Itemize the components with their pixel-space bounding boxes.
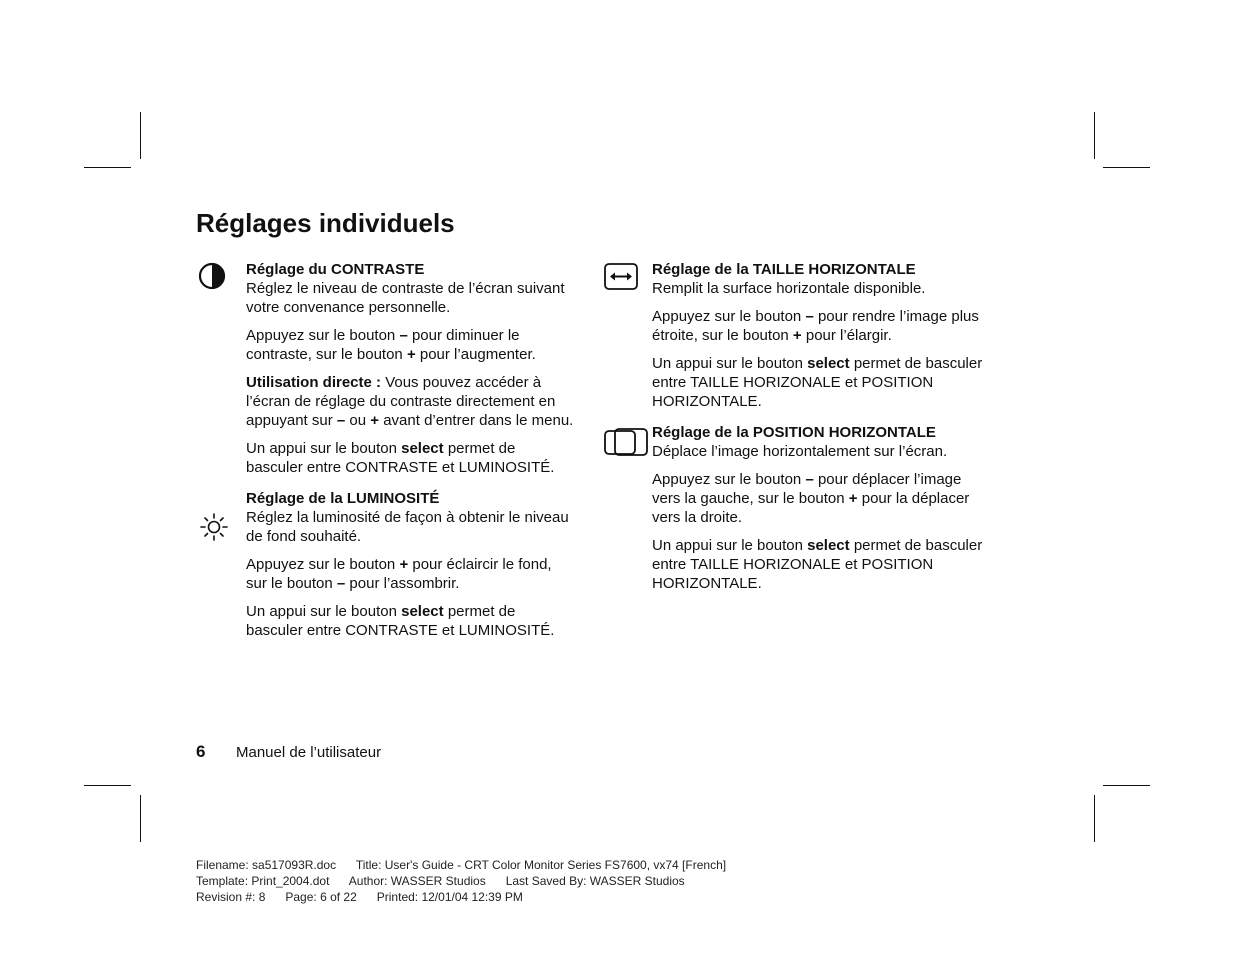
text: Un appui sur le bouton xyxy=(652,537,808,554)
text: permet de basculer entre TAILLE HORIZONALE et POSITION HORIZONTALE. xyxy=(652,355,983,410)
horizontal-position-select-text xyxy=(652,536,988,593)
text: pour déplacer l’image vers la gauche, sur le bouton xyxy=(652,471,962,507)
text: pour l’élargir. xyxy=(801,327,892,344)
text: Réglez le niveau de contraste de l’écran suivant votre convenance personnelle. xyxy=(246,280,565,316)
crop-mark xyxy=(1094,795,1095,842)
horizontal-position-description xyxy=(652,442,988,461)
horizontal-position-icon xyxy=(603,428,649,458)
brightness-section xyxy=(246,489,576,640)
plus-symbol: + xyxy=(399,556,409,573)
horizontal-size-section xyxy=(652,260,988,411)
contrast-icon xyxy=(197,261,227,291)
plus-symbol: + xyxy=(848,490,858,507)
text: avant d’entrer dans le menu. xyxy=(379,412,574,429)
brightness-select-text xyxy=(246,602,576,640)
crop-mark xyxy=(84,167,131,168)
brightness-icon xyxy=(198,511,230,543)
text: pour diminuer le contraste, sur le bouton xyxy=(246,327,520,363)
text: Un appui sur le bouton xyxy=(652,355,808,372)
contrast-direct-use xyxy=(246,373,576,430)
contrast-description xyxy=(246,279,576,317)
crop-mark xyxy=(1103,785,1150,786)
crop-mark xyxy=(84,785,131,786)
horizontal-position-buttons-text xyxy=(652,470,988,527)
page-number: 6 xyxy=(196,742,206,761)
crop-mark xyxy=(140,795,141,842)
select-keyword: select xyxy=(807,355,850,372)
text: permet de basculer entre CONTRASTE et LUMINOSITÉ. xyxy=(246,603,555,639)
crop-mark xyxy=(140,112,141,159)
select-keyword: select xyxy=(401,603,444,620)
text: Appuyez sur le bouton xyxy=(652,308,806,325)
crop-mark xyxy=(1103,167,1150,168)
right-column xyxy=(652,260,988,602)
horizontal-size-select-text xyxy=(652,354,988,411)
text: pour l’augmenter. xyxy=(415,346,536,363)
text: permet de basculer entre CONTRASTE et LUMINOSITÉ. xyxy=(246,440,555,476)
contrast-buttons-text xyxy=(246,326,576,364)
metadata-line-filename: Filename: sa517093R.doc Title: User's Guide - CRT Color Monitor Series FS7600, vx74 [French] xyxy=(196,858,727,872)
minus-symbol: – xyxy=(805,471,814,488)
text: Appuyez sur le bouton xyxy=(246,327,400,344)
select-keyword: select xyxy=(807,537,850,554)
metadata-line-template: Template: Print_2004.dot Author: WASSER Studios Last Saved By: WASSER Studios xyxy=(196,874,685,888)
text: Remplit la surface horizontale disponible. xyxy=(652,280,926,297)
left-column xyxy=(246,260,576,649)
contrast-section xyxy=(246,260,576,477)
page-title: Réglages individuels xyxy=(196,208,455,238)
brightness-heading: Réglage de la LUMINOSITÉ xyxy=(246,490,440,507)
metadata-line-revision: Revision #: 8 Page: 6 of 22 Printed: 12/01/04 12:39 PM xyxy=(196,890,523,904)
plus-symbol: + xyxy=(370,412,380,429)
horizontal-size-icon xyxy=(603,262,639,292)
direct-use-label: Utilisation directe : xyxy=(246,374,382,391)
text: Un appui sur le bouton xyxy=(246,603,402,620)
brightness-description xyxy=(246,508,576,546)
contrast-select-text xyxy=(246,439,576,477)
plus-symbol: + xyxy=(406,346,416,363)
crop-mark xyxy=(1094,112,1095,159)
minus-symbol: – xyxy=(336,412,346,429)
horizontal-position-section xyxy=(652,423,988,593)
minus-symbol: – xyxy=(336,575,346,592)
text: Réglez la luminosité de façon à obtenir le niveau de fond souhaité. xyxy=(246,509,569,545)
text: pour éclaircir le fond, sur le bouton xyxy=(246,556,552,592)
text: pour la déplacer vers la droite. xyxy=(652,490,970,526)
contrast-heading: Réglage du CONTRASTE xyxy=(246,261,425,278)
plus-symbol: + xyxy=(792,327,802,344)
document-metadata xyxy=(196,857,726,905)
horizontal-size-buttons-text xyxy=(652,307,988,345)
text: Appuyez sur le bouton xyxy=(246,556,400,573)
text: pour rendre l’image plus étroite, sur le bouton xyxy=(652,308,979,344)
horizontal-size-heading: Réglage de la TAILLE HORIZONTALE xyxy=(652,261,916,278)
text: Déplace l’image horizontalement sur l’écran. xyxy=(652,443,948,460)
text: Vous pouvez accéder à l’écran de réglage du contraste directement en appuyant sur xyxy=(246,374,556,429)
horizontal-position-heading: Réglage de la POSITION HORIZONTALE xyxy=(652,424,936,441)
manual-title: Manuel de l’utilisateur xyxy=(236,744,382,761)
brightness-buttons-text xyxy=(246,555,576,593)
text: pour l’assombrir. xyxy=(345,575,460,592)
minus-symbol: – xyxy=(805,308,814,325)
text: Un appui sur le bouton xyxy=(246,440,402,457)
minus-symbol: – xyxy=(399,327,408,344)
text: permet de basculer entre TAILLE HORIZONALE et POSITION HORIZONTALE. xyxy=(652,537,983,592)
select-keyword: select xyxy=(401,440,444,457)
text: Appuyez sur le bouton xyxy=(652,471,806,488)
horizontal-size-description xyxy=(652,279,988,298)
text: ou xyxy=(345,412,371,429)
